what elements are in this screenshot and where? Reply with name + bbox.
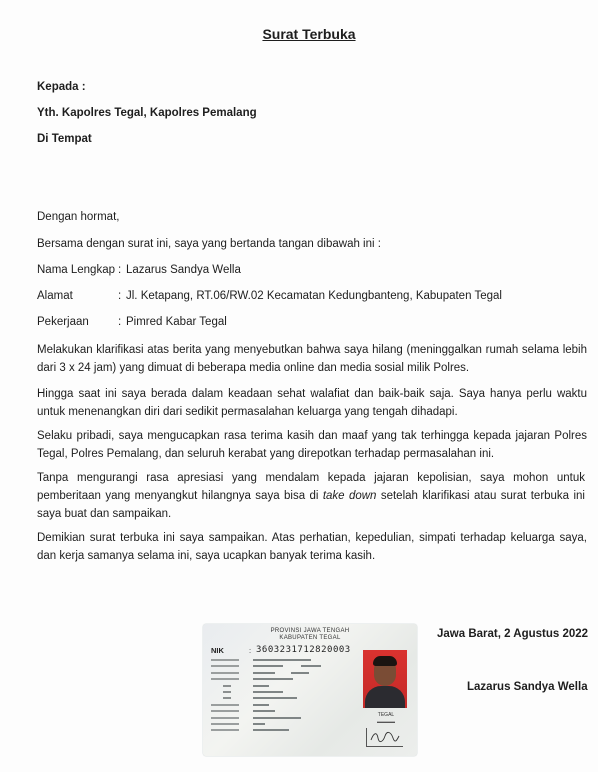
field-colon-alamat: : <box>118 290 122 302</box>
field-label-nama: Nama Lengkap <box>37 264 115 276</box>
id-card-row <box>211 702 321 708</box>
field-value-alamat: Jl. Ketapang, RT.06/RW.02 Kecamatan Kedungbanteng, Kabupaten Tegal <box>126 290 502 302</box>
greeting: Dengan hormat, <box>37 211 120 223</box>
recipient-tempat: Di Tempat <box>37 133 92 145</box>
field-value-pekerjaan: Pimred Kabar Tegal <box>126 316 227 328</box>
recipient-yth: Yth. Kapolres Tegal, Kapolres Pemalang <box>37 107 257 119</box>
id-card-signature <box>366 728 403 747</box>
paragraph-kondisi: Hingga saat ini saya berada dalam keadaan sehat walafiat dan baik-baik saja. Saya hanya perlu waktu untuk menenangkan diri dari sedikit permasalahan keluarga yang tengah dihadapi. <box>37 388 587 418</box>
permohonan-text-b: setelah klarifikasi atau surat terbuka ini saya buat dan sampaikan. <box>37 490 585 520</box>
permohonan-emphasis: take down <box>322 490 377 502</box>
field-label-alamat: Alamat <box>37 290 73 302</box>
id-card-row <box>211 670 321 676</box>
field-value-nama: Lazarus Sandya Wella <box>126 264 241 276</box>
id-card-header-province: PROVINSI JAWA TENGAH <box>270 628 350 634</box>
signature-place-date: Jawa Barat, 2 Agustus 2022 <box>437 628 589 640</box>
id-card-header-regency: KABUPATEN TEGAL <box>279 635 341 641</box>
id-card-row <box>211 689 321 695</box>
paragraph-klarifikasi: Melakukan klarifikasi atas berita yang menyebutkan bahwa saya hilang (meninggalkan rumah selama lebih dari 3 x 24 jam) yang dimuat di beberapa media online dan media sosial milik Polres. <box>37 344 587 374</box>
id-card-photo <box>363 650 407 708</box>
recipient-kepada: Kepada : <box>37 81 86 93</box>
paragraph-terima-kasih: Selaku pribadi, saya mengucapkan rasa terima kasih dan maaf yang tak terhingga kepada jajaran Polres Tegal, Polres Pemalang, dan seluruh kerabat yang direpotkan terhadap permasalahan ini. <box>37 430 587 460</box>
id-card-row <box>211 657 321 663</box>
paragraph-permohonan <box>37 469 585 523</box>
id-card-nik-label: NIK <box>211 646 224 655</box>
id-card-row <box>211 663 321 669</box>
field-label-pekerjaan: Pekerjaan <box>37 316 89 328</box>
id-card-row <box>211 695 321 701</box>
field-colon-pekerjaan: : <box>118 316 122 328</box>
id-card-image <box>203 624 417 756</box>
paragraph-penutup: Demikian surat terbuka ini saya sampaikan. Atas perhatian, kepedulian, simpati terhadap keluarga saya, dan kerja samanya selama ini, saya ucapkan banyak terima kasih. <box>37 532 587 562</box>
id-card-city: TEGAL <box>377 712 395 718</box>
id-card-issue-date: ▬▬▬▬ <box>377 719 395 724</box>
id-card-detail-rows <box>211 657 321 734</box>
id-card-row <box>211 683 321 689</box>
intro-text: Bersama dengan surat ini, saya yang bertanda tangan dibawah ini : <box>37 238 381 250</box>
signature-name: Lazarus Sandya Wella <box>467 681 588 693</box>
id-card-row <box>211 708 321 714</box>
id-card-nik-colon: : <box>249 646 252 655</box>
id-card-row <box>211 715 321 721</box>
id-card-row <box>211 676 321 682</box>
id-card-row <box>211 727 321 733</box>
permohonan-text-a: Tanpa mengurangi rasa apresiasi yang mendalam kepada jajaran kepolisian, saya mohon untuk pemberitaan yang menyangkut hilangnya saya bisa di <box>37 472 585 502</box>
id-card-nik: 3603231712820003 <box>256 645 351 655</box>
id-card-row <box>211 721 321 727</box>
field-colon-nama: : <box>118 264 122 276</box>
letter-title: Surat Terbuka <box>262 26 356 42</box>
